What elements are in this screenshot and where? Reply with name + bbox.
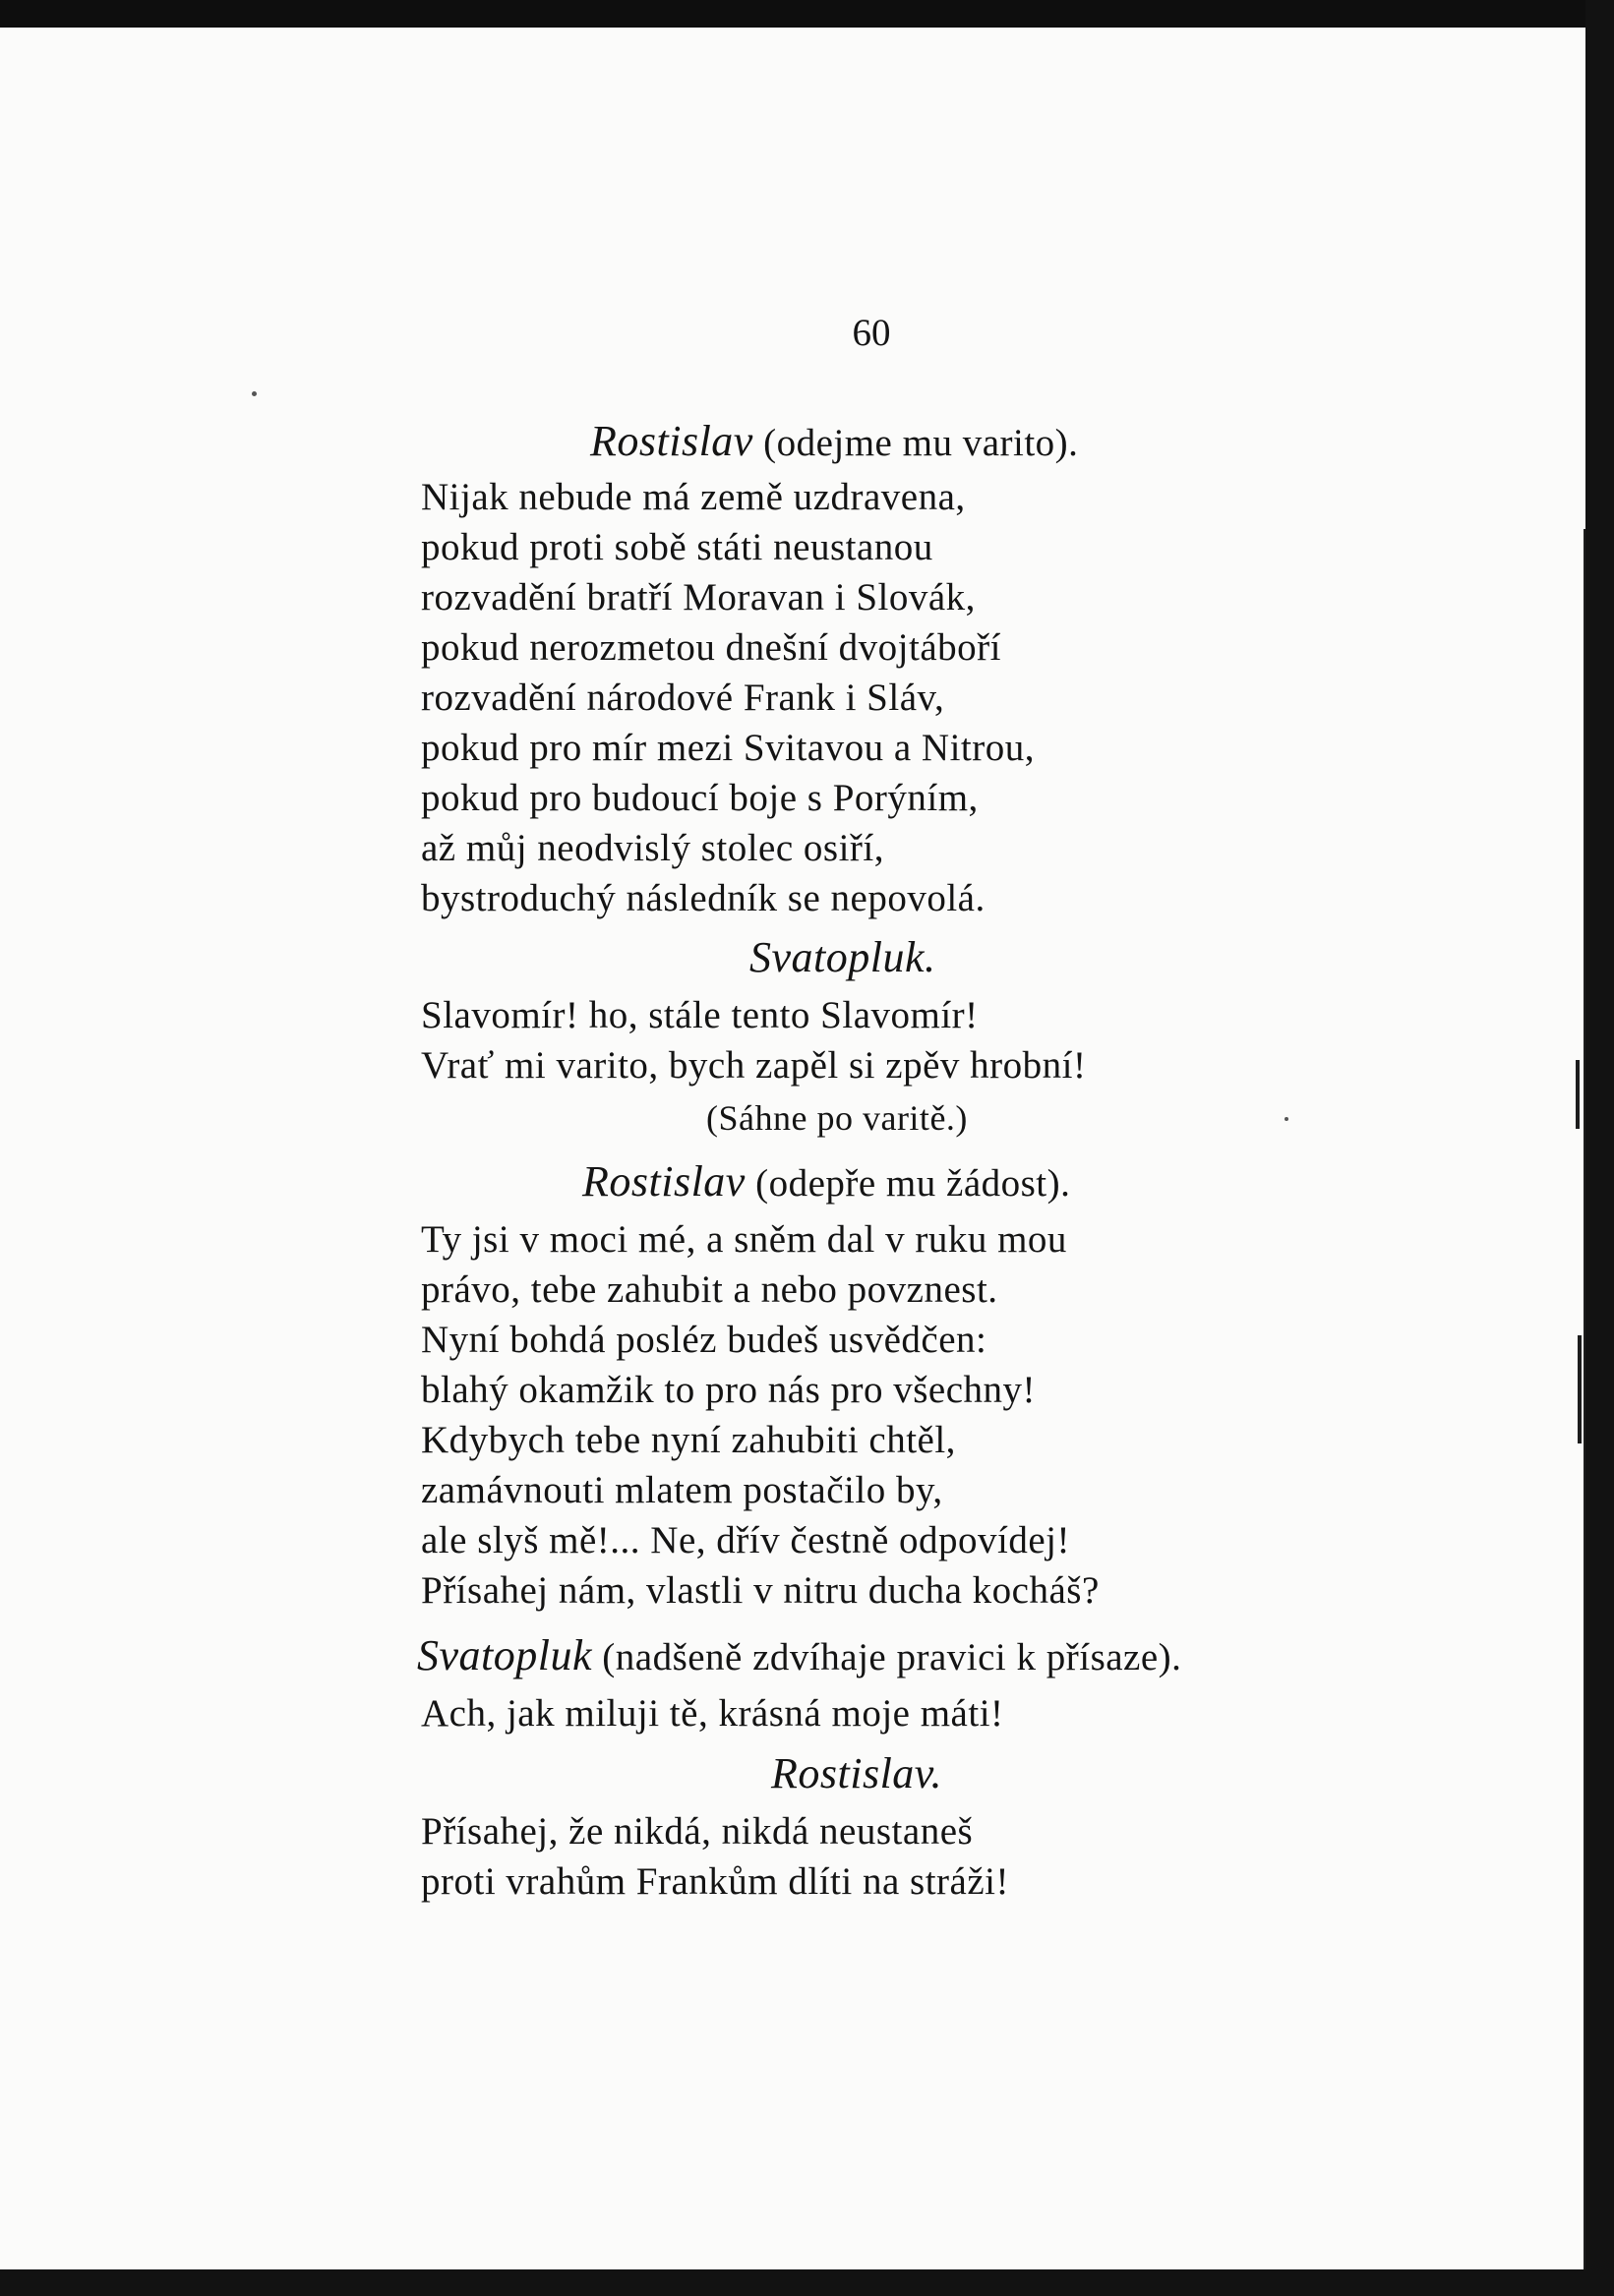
stage-direction: (nadšeně zdvíhaje pravici k přísaze). (602, 1636, 1182, 1678)
verse-line: zamávnouti mlatem postačilo by, (421, 1469, 943, 1511)
scan-speck (1285, 1117, 1288, 1121)
speaker-name: Rostislav (582, 1157, 746, 1206)
verse-line: Přísahej nám, vlastli v nitru ducha kocháš? (421, 1569, 1100, 1612)
scan-border-bottom (0, 2269, 1614, 2296)
verse-line: blahý okamžik to pro nás pro všechny! (421, 1369, 1037, 1411)
stage-direction: (Sáhne po varitě.) (706, 1098, 968, 1138)
verse-line: pokud pro mír mezi Svitavou a Nitrou, (421, 727, 1035, 769)
verse-line: ale slyš mě!... Ne, dřív čestně odpovídej! (421, 1519, 1070, 1561)
speaker-heading: Rostislav. (771, 1749, 943, 1797)
verse-line: Přísahej, že nikdá, nikdá neustaneš (421, 1810, 974, 1853)
scan-border-top (0, 0, 1614, 28)
verse-line: bystroduchý následník se nepovolá. (421, 877, 986, 919)
book-page (0, 28, 1585, 2269)
page-number: 60 (852, 312, 891, 354)
verse-line: až můj neodvislý stolec osiří, (421, 827, 885, 869)
scan-border-right (1585, 0, 1614, 2296)
verse-line: rozvadění bratří Moravan i Slovák, (421, 576, 976, 618)
speaker-name: Svatopluk (417, 1631, 593, 1679)
speaker-name: Rostislav (590, 417, 753, 465)
verse-line: pokud nerozmetou dnešní dvojtáboří (421, 626, 1001, 669)
speaker-heading: Svatopluk. (749, 933, 936, 981)
verse-line: proti vrahům Frankům dlíti na stráži! (421, 1860, 1009, 1903)
scan-speck (252, 391, 257, 396)
verse-line: Ach, jak miluji tě, krásná moje máti! (421, 1692, 1004, 1735)
speaker-heading (417, 1630, 1181, 1680)
scan-artifact-line (1576, 1060, 1580, 1129)
verse-line: Kdybych tebe nyní zahubiti chtěl, (421, 1419, 956, 1461)
verse-line: Slavomír! ho, stále tento Slavomír! (421, 994, 979, 1036)
speaker-heading (582, 1156, 1070, 1207)
verse-line: Vrať mi varito, bych zapěl si zpěv hrobní! (421, 1044, 1087, 1087)
verse-line: Ty jsi v moci mé, a sněm dal v ruku mou (421, 1218, 1067, 1261)
verse-line: právo, tebe zahubit a nebo povznest. (421, 1268, 998, 1311)
verse-line: Nijak nebude má země uzdravena, (421, 476, 966, 518)
verse-line: Nyní bohdá posléz budeš usvědčen: (421, 1319, 987, 1361)
verse-line: pokud proti sobě státi neustanou (421, 526, 933, 568)
verse-line: rozvadění národové Frank i Sláv, (421, 677, 945, 719)
stage-direction: (odejme mu varito). (763, 422, 1079, 464)
scan-artifact-line (1578, 1335, 1582, 1443)
verse-line: pokud pro budoucí boje s Porýním, (421, 777, 979, 819)
stage-direction: (odepře mu žádost). (755, 1162, 1071, 1205)
speaker-heading (590, 416, 1078, 466)
